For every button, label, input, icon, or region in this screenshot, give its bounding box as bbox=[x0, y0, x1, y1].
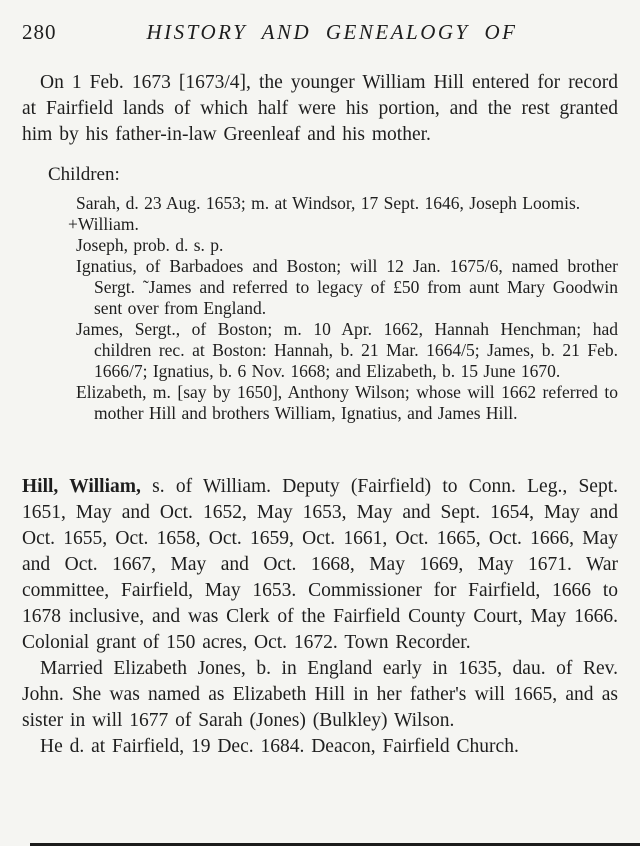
main-entry-paragraph bbox=[22, 474, 618, 656]
death-paragraph: He d. at Fairfield, 19 Dec. 1684. Deacon, Fairfield Church. bbox=[40, 736, 519, 757]
child-entry: Ignatius, of Barbadoes and Boston; will 12 Jan. 1675/6, named brother Sergt. ˜James and referred to legacy of £50 from aunt Mary Goodwin sent over from England. bbox=[76, 256, 618, 318]
page-header bbox=[22, 20, 618, 46]
page-number: 280 bbox=[22, 20, 57, 44]
running-header-title: HISTORY AND GENEALOGY OF bbox=[146, 20, 518, 44]
intro-paragraph: On 1 Feb. 1673 [1673/4], the younger William Hill entered for record at Fairfield lands of which half were his portion, and the rest granted him by his father-in-law Greenleaf and his mother. bbox=[22, 72, 618, 145]
child-entry: James, Sergt., of Boston; m. 10 Apr. 1662, Hannah Henchman; had children rec. at Boston: Hannah, b. 21 Mar. 1664/5; James, b. 21 Feb. 1666/7; Ignatius, b. 6 Nov. 1668; and Elizabeth, b. 15 June 1670. bbox=[76, 319, 618, 381]
children-heading: Children: bbox=[48, 164, 120, 185]
entry-body: s. of William. Deputy (Fairfield) to Conn. Leg., Sept. 1651, May and Oct. 1652, May 1653, May and Sept. 1654, May and Oct. 1655, Oct. 1658, Oct. 1659, Oct. 1661, Oct. 1665, Oct. 1666, May and Oct. 1667, May and Oct. 1668, May 1669, May 1671. War committee, Fairfield, May 1653. Commissioner for Fairfield, 1666 to 1678 inclusive, and was Clerk of the Fairfield County Court, May 1666. Colonial grant of 150 acres, Oct. 1672. Town Recorder. bbox=[22, 476, 619, 653]
child-entry: Sarah, d. 23 Aug. 1653; m. at Windsor, 17 Sept. 1646, Joseph Loomis. bbox=[76, 193, 581, 213]
entry-name: Hill, William, bbox=[22, 476, 141, 497]
children-list bbox=[22, 193, 618, 424]
child-entry: Elizabeth, m. [say by 1650], Anthony Wilson; whose will 1662 referred to mother Hill and brothers William, Ignatius, and James Hill. bbox=[76, 382, 618, 423]
child-entry: +William. bbox=[68, 214, 139, 234]
children-section bbox=[22, 163, 618, 424]
child-entry: Joseph, prob. d. s. p. bbox=[76, 235, 224, 255]
marriage-paragraph: Married Elizabeth Jones, b. in England early in 1635, dau. of Rev. John. She was named as Elizabeth Hill in her father's will 1665, and as sister in will 1677 of Sarah (Jones) (Bulkley) Wilson. bbox=[22, 658, 618, 731]
